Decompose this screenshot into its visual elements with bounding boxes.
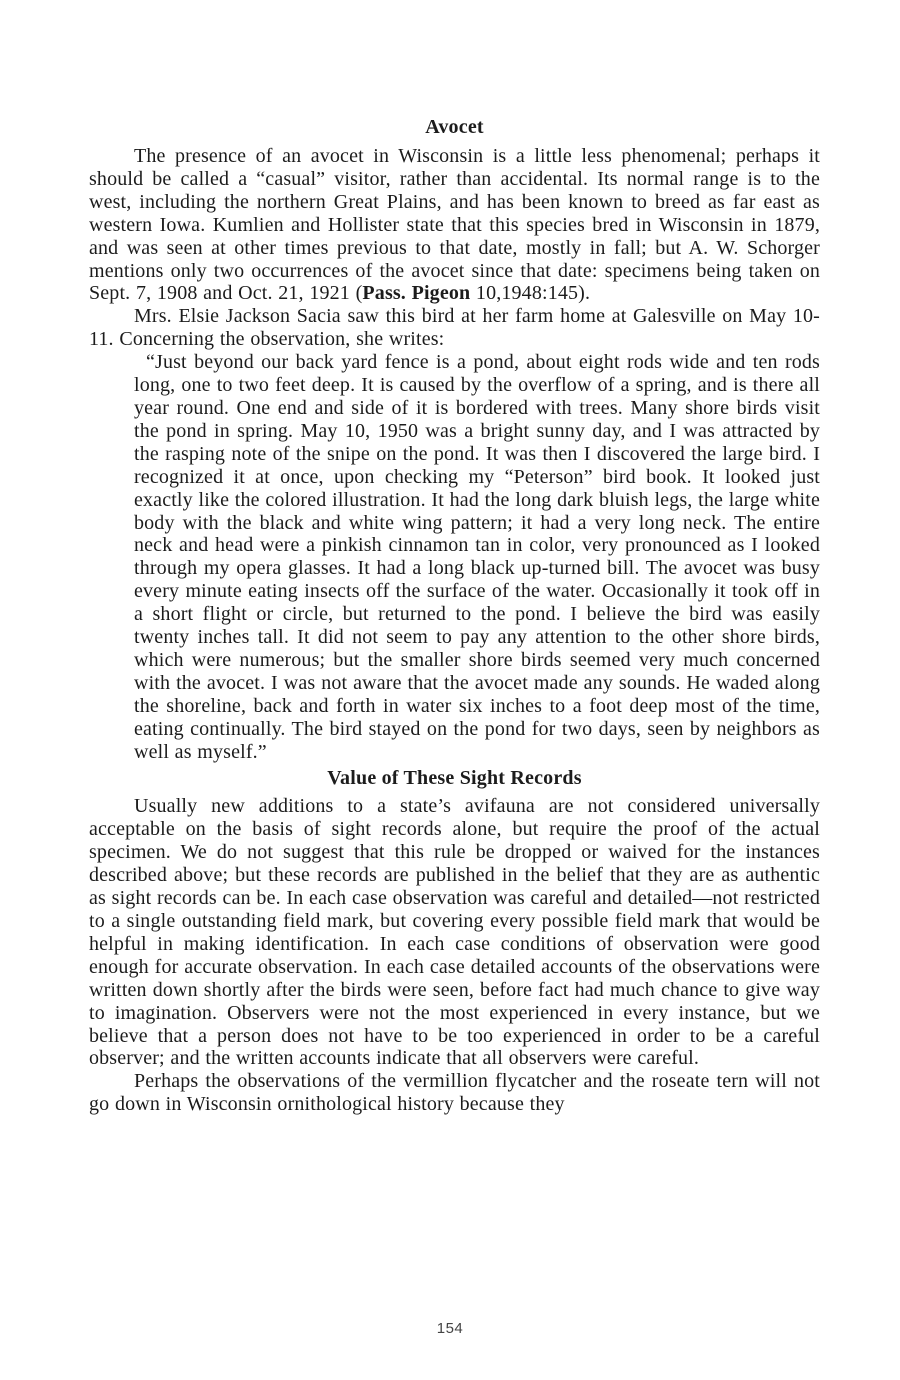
observer-quote [89, 351, 820, 763]
sight-records-paragraph-2: Perhaps the observations of the vermillion flycatcher and the roseate tern will not go down in Wisconsin ornithological history because they [89, 1070, 820, 1116]
section-heading-avocet: Avocet [425, 116, 484, 138]
page-number: 154 [436, 1320, 464, 1337]
section-heading-sight-records: Value of These Sight Records [327, 767, 582, 790]
avocet-paragraph-1 [89, 145, 820, 305]
avocet-paragraph-1-text: The presence of an avocet in Wisconsin is a little less phenomenal; perhaps it should be called a “casual” visitor, rather than accidental. Its normal range is to the west, including the northern Great Plains, and has been known to breed as far east as western Iowa. Kumlien and Hollister state that this species bred in Wisconsin in 1879, and was seen at other times previous to that date, mostly in fall; but A. W. Schorger mentions only two occurrences of the avocet since that date: specimens being taken on Sept. 7, 1908 and Oct. 21, 1921 ( [89, 145, 820, 305]
observer-quote-text: “Just beyond our back yard fence is a pond, about eight rods wide and ten rods long, one to two feet deep. It is caused by the overflow of a spring, and is there all year round. One end and side of it is bordered with trees. Many shore birds visit the pond in spring. May 10, 1950 was a bright sunny day, and I was attracted by the rasping note of the snipe on the pond. It was then I discovered the large bird. I recognized it at once, upon checking my “Peterson” bird book. It looked just exactly like the colored illustration. It had the long dark bluish legs, the large white body with the black and white wing pattern; it had a very long neck. The entire neck and head were a pinkish cinnamon tan in color, very pronounced as I looked through my opera glasses. It had a long black up-turned bill. The avocet was busy every minute eating insects off the surface of the water. Occasionally it took off in a short flight or circle, but returned to the pond. I believe the bird was easily twenty inches tall. It did not seem to pay any attention to the other shore birds, which were numerous; but the smaller shore birds seemed very much concerned with the avocet. I was not aware that the avocet made any sounds. He waded along the shoreline, back and forth in water six inches to a foot deep most of the time, eating continually. The bird stayed on the pond for two days, seen by neighbors as well as myself.” [134, 351, 820, 763]
citation-reference: 10,1948:145). [470, 282, 591, 305]
sight-records-paragraph-1: Usually new additions to a state’s avifauna are not considered universally acceptable on the basis of sight records alone, but require the proof of the actual specimen. We do not suggest that this rule be dropped or waived for the instances described above; but these records are published in the belief that they are as authentic as sight records can be. In each case observation was careful and detailed—not restricted to a single outstanding field mark, but covering every possible field mark that would be helpful in making identification. In each case conditions of observation were good enough for accurate observation. In each case detailed accounts of the observations were written down shortly after the birds were seen, before fact had much chance to give way to imagination. Observers were not the most experienced in every instance, but we believe that a person does not have to be too experienced in order to be a careful observer; and the written accounts indicate that all observers were careful. [89, 795, 820, 1070]
citation-journal: Pass. Pigeon [362, 282, 471, 305]
text-column [89, 114, 820, 1116]
avocet-paragraph-2: Mrs. Elsie Jackson Sacia saw this bird at her farm home at Galesville on May 10-11. Concerning the observation, she writes: [89, 305, 820, 351]
